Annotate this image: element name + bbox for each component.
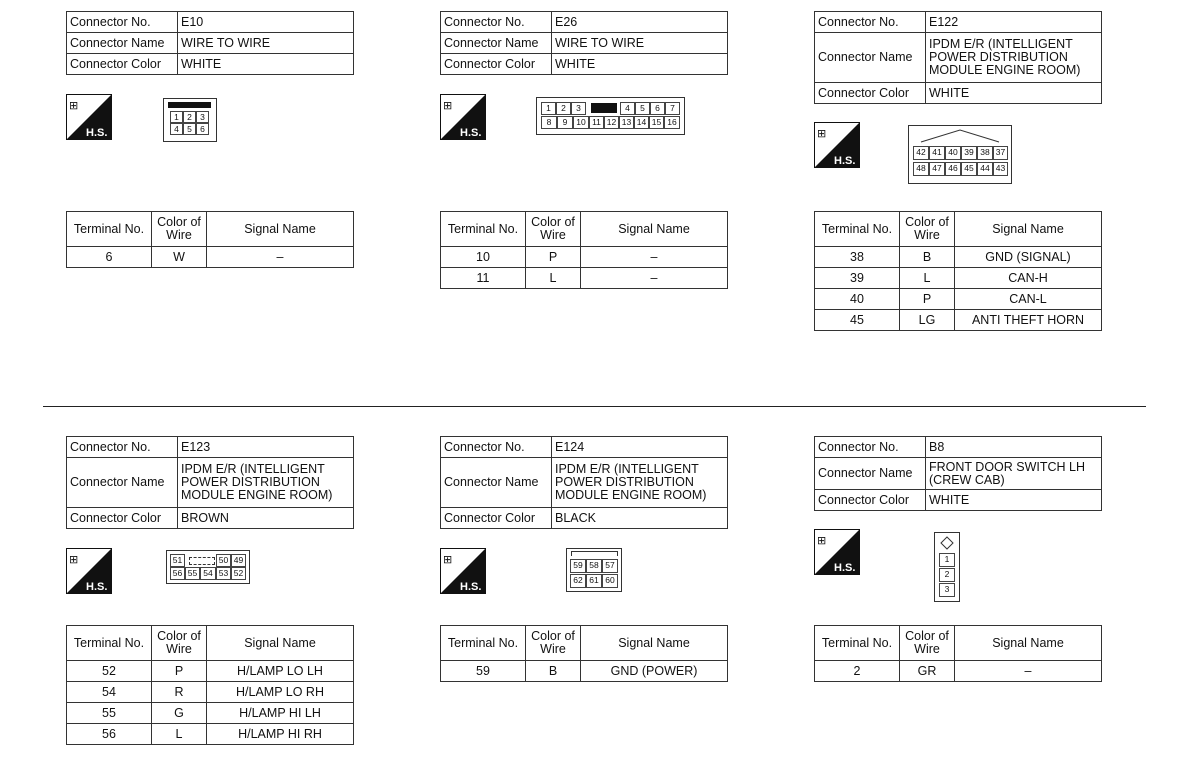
- signal-name: –: [955, 661, 1102, 682]
- pin-cell: 5: [183, 123, 196, 135]
- pin-cell: 7: [665, 102, 680, 115]
- connector-color-value: WHITE: [926, 490, 1102, 511]
- pin-cell: 40: [945, 146, 961, 160]
- signal-name: –: [581, 247, 728, 268]
- terminal-no: 59: [441, 661, 526, 682]
- pin-cell: 61: [586, 574, 602, 588]
- signal-name: –: [207, 247, 354, 268]
- terminal-no: 11: [441, 268, 526, 289]
- table-row: [815, 289, 1102, 310]
- connector-no-label: Connector No.: [67, 437, 178, 458]
- connector-name-label: Connector Name: [441, 33, 552, 54]
- connector-e123: [66, 436, 354, 529]
- signal-name: H/LAMP HI LH: [207, 703, 354, 724]
- terminal-no: 10: [441, 247, 526, 268]
- terminal-no: 55: [67, 703, 152, 724]
- signal-name: CAN-H: [955, 268, 1102, 289]
- connector-color-label: Connector Color: [67, 508, 178, 529]
- pin-cell: 48: [913, 162, 929, 176]
- connector-color-label: Connector Color: [441, 508, 552, 529]
- hs-icon: [440, 94, 486, 140]
- pin-cell: 10: [573, 116, 589, 129]
- svg-text:⊞: ⊞: [69, 99, 79, 112]
- diamond-key-icon: [940, 536, 954, 550]
- connector-info-table: [66, 11, 354, 75]
- wire-color: B: [900, 247, 955, 268]
- hs-icon: [66, 548, 112, 594]
- pin-cell: 4: [620, 102, 635, 115]
- connector-face-e122: [908, 125, 1012, 184]
- pin-cell: 3: [196, 111, 209, 123]
- pin-cell: 54: [200, 567, 216, 580]
- table-row: [67, 724, 354, 745]
- pin-cell: 53: [216, 567, 231, 580]
- terminal-table-e26: [440, 211, 728, 289]
- table-row: [67, 682, 354, 703]
- terminal-no-header: Terminal No.: [441, 212, 526, 247]
- connector-b8: [814, 436, 1102, 511]
- connector-info-table: [440, 11, 728, 75]
- signal-name: GND (SIGNAL): [955, 247, 1102, 268]
- wire-color: R: [152, 682, 207, 703]
- signal-name-header: Signal Name: [581, 212, 728, 247]
- connector-name-value: IPDM E/R (INTELLIGENT POWER DISTRIBUTION MODULE ENGINE ROOM): [178, 458, 354, 508]
- pin-cell: 47: [929, 162, 945, 176]
- connector-name-value: IPDM E/R (INTELLIGENT POWER DISTRIBUTION MODULE ENGINE ROOM): [552, 458, 728, 508]
- signal-name: H/LAMP LO LH: [207, 661, 354, 682]
- terminal-no: 39: [815, 268, 900, 289]
- table-row: [441, 661, 728, 682]
- pin-cell: 2: [556, 102, 571, 115]
- connector-no-label: Connector No.: [441, 437, 552, 458]
- pin-cell: 6: [196, 123, 209, 135]
- terminal-no-header: Terminal No.: [67, 626, 152, 661]
- wire-color: B: [526, 661, 581, 682]
- table-row: [67, 247, 354, 268]
- pin-cell: 49: [231, 554, 246, 567]
- pin-cell: 3: [939, 583, 955, 597]
- connector-no-label: Connector No.: [815, 12, 926, 33]
- connector-color-value: WHITE: [552, 54, 728, 75]
- pin-cell: 3: [571, 102, 586, 115]
- color-of-wire-header: Color of Wire: [900, 626, 955, 661]
- terminal-no-header: Terminal No.: [815, 212, 900, 247]
- pin-cell: 13: [619, 116, 634, 129]
- pin-cell: 51: [170, 554, 185, 567]
- connector-color-value: WHITE: [926, 83, 1102, 104]
- connector-e10: [66, 11, 354, 75]
- connector-no-value: B8: [926, 437, 1102, 458]
- connector-no-label: Connector No.: [441, 12, 552, 33]
- pin-cell: 45: [961, 162, 977, 176]
- connector-name-value: FRONT DOOR SWITCH LH (CREW CAB): [926, 458, 1102, 490]
- terminal-no: 54: [67, 682, 152, 703]
- hs-icon: [814, 529, 860, 575]
- connector-name-value: WIRE TO WIRE: [178, 33, 354, 54]
- pin-cell: 1: [170, 111, 183, 123]
- svg-text:H.S.: H.S.: [86, 127, 108, 139]
- pin-cell: 5: [635, 102, 650, 115]
- wire-color: L: [526, 268, 581, 289]
- connector-e124: [440, 436, 728, 529]
- signal-name-header: Signal Name: [207, 212, 354, 247]
- connector-face-e26: [536, 97, 685, 135]
- svg-text:H.S.: H.S.: [460, 581, 482, 593]
- pin-cell: 44: [977, 162, 993, 176]
- connector-face-b8: [934, 532, 960, 602]
- wire-color: L: [152, 724, 207, 745]
- signal-name: CAN-L: [955, 289, 1102, 310]
- terminal-no: 6: [67, 247, 152, 268]
- pin-cell: 60: [602, 574, 618, 588]
- signal-name: GND (POWER): [581, 661, 728, 682]
- connector-face-e123: [166, 550, 250, 584]
- pin-cell: 2: [183, 111, 196, 123]
- terminal-no-header: Terminal No.: [67, 212, 152, 247]
- connector-no-value: E10: [178, 12, 354, 33]
- connector-no-value: E123: [178, 437, 354, 458]
- pin-cell: 46: [945, 162, 961, 176]
- svg-text:⊞: ⊞: [817, 127, 827, 140]
- svg-text:H.S.: H.S.: [460, 127, 482, 139]
- signal-name: ANTI THEFT HORN: [955, 310, 1102, 331]
- terminal-no: 38: [815, 247, 900, 268]
- terminal-no: 52: [67, 661, 152, 682]
- pin-cell: 38: [977, 146, 993, 160]
- pin-cell: 55: [185, 567, 200, 580]
- wire-color: G: [152, 703, 207, 724]
- hs-icon: [440, 548, 486, 594]
- connector-name-value: IPDM E/R (INTELLIGENT POWER DISTRIBUTION MODULE ENGINE ROOM): [926, 33, 1102, 83]
- table-row: [441, 247, 728, 268]
- wire-color: LG: [900, 310, 955, 331]
- connector-no-value: E26: [552, 12, 728, 33]
- pin-cell: 62: [570, 574, 586, 588]
- terminal-table-b8: [814, 625, 1102, 682]
- section-divider: [43, 406, 1146, 407]
- pin-cell: 16: [664, 116, 680, 129]
- connector-info-table: [440, 436, 728, 529]
- wire-color: P: [526, 247, 581, 268]
- svg-text:⊞: ⊞: [69, 553, 79, 566]
- svg-text:H.S.: H.S.: [86, 581, 108, 593]
- pin-cell: 43: [993, 162, 1008, 176]
- pin-cell: 37: [993, 146, 1008, 160]
- terminal-no-header: Terminal No.: [815, 626, 900, 661]
- pin-cell: 56: [170, 567, 185, 580]
- pin-cell: 14: [634, 116, 649, 129]
- color-of-wire-header: Color of Wire: [900, 212, 955, 247]
- wire-color: P: [152, 661, 207, 682]
- signal-name-header: Signal Name: [581, 626, 728, 661]
- connector-no-value: E122: [926, 12, 1102, 33]
- connector-info-table: [66, 436, 354, 529]
- signal-name-header: Signal Name: [955, 626, 1102, 661]
- pin-cell: 12: [604, 116, 619, 129]
- terminal-no: 2: [815, 661, 900, 682]
- signal-name: H/LAMP HI RH: [207, 724, 354, 745]
- terminal-no: 45: [815, 310, 900, 331]
- pin-cell: 58: [586, 559, 602, 573]
- svg-text:⊞: ⊞: [443, 99, 453, 112]
- connector-name-label: Connector Name: [815, 33, 926, 83]
- connector-color-label: Connector Color: [815, 83, 926, 104]
- connector-name-label: Connector Name: [67, 33, 178, 54]
- svg-text:H.S.: H.S.: [834, 155, 856, 167]
- pin-cell: 15: [649, 116, 664, 129]
- hs-icon: [814, 122, 860, 168]
- connector-color-label: Connector Color: [815, 490, 926, 511]
- pin-cell: 52: [231, 567, 246, 580]
- wire-color: GR: [900, 661, 955, 682]
- pin-cell: 59: [570, 559, 586, 573]
- terminal-table-e124: [440, 625, 728, 682]
- wire-color: P: [900, 289, 955, 310]
- pin-cell: 11: [589, 116, 604, 129]
- terminal-no: 40: [815, 289, 900, 310]
- connector-name-label: Connector Name: [815, 458, 926, 490]
- signal-name-header: Signal Name: [207, 626, 354, 661]
- pin-cell: 41: [929, 146, 945, 160]
- pin-cell: 2: [939, 568, 955, 582]
- pin-cell: 42: [913, 146, 929, 160]
- connector-name-value: WIRE TO WIRE: [552, 33, 728, 54]
- color-of-wire-header: Color of Wire: [526, 626, 581, 661]
- pin-cell: 1: [939, 553, 955, 567]
- table-row: [67, 661, 354, 682]
- connector-color-value: BROWN: [178, 508, 354, 529]
- terminal-no: 56: [67, 724, 152, 745]
- connector-face-e10: [163, 98, 217, 142]
- signal-name: –: [581, 268, 728, 289]
- table-row: [815, 247, 1102, 268]
- table-row: [441, 268, 728, 289]
- signal-name-header: Signal Name: [955, 212, 1102, 247]
- pin-cell: 57: [602, 559, 618, 573]
- pin-cell: 50: [216, 554, 231, 567]
- table-row: [815, 268, 1102, 289]
- svg-text:⊞: ⊞: [817, 534, 827, 547]
- connector-color-value: BLACK: [552, 508, 728, 529]
- table-row: [67, 703, 354, 724]
- pin-cell: 6: [650, 102, 665, 115]
- pin-cell: 9: [557, 116, 573, 129]
- connector-no-label: Connector No.: [815, 437, 926, 458]
- pin-cell: 1: [541, 102, 556, 115]
- connector-name-label: Connector Name: [67, 458, 178, 508]
- terminal-table-e10: [66, 211, 354, 268]
- hs-icon: [66, 94, 112, 140]
- color-of-wire-header: Color of Wire: [152, 626, 207, 661]
- terminal-table-e123: [66, 625, 354, 745]
- pin-cell: 39: [961, 146, 977, 160]
- svg-text:⊞: ⊞: [443, 553, 453, 566]
- table-row: [815, 661, 1102, 682]
- connector-face-e124: [566, 548, 622, 592]
- connector-no-value: E124: [552, 437, 728, 458]
- terminal-no-header: Terminal No.: [441, 626, 526, 661]
- terminal-table-e122: [814, 211, 1102, 331]
- wire-color: L: [900, 268, 955, 289]
- connector-color-label: Connector Color: [441, 54, 552, 75]
- connector-name-label: Connector Name: [441, 458, 552, 508]
- connector-color-value: WHITE: [178, 54, 354, 75]
- connector-no-label: Connector No.: [67, 12, 178, 33]
- connector-color-label: Connector Color: [67, 54, 178, 75]
- color-of-wire-header: Color of Wire: [526, 212, 581, 247]
- table-row: [815, 310, 1102, 331]
- color-of-wire-header: Color of Wire: [152, 212, 207, 247]
- pin-cell: 4: [170, 123, 183, 135]
- connector-info-table: [814, 11, 1102, 104]
- pin-cell: 8: [541, 116, 557, 129]
- connector-info-table: [814, 436, 1102, 511]
- signal-name: H/LAMP LO RH: [207, 682, 354, 703]
- connector-e26: [440, 11, 728, 75]
- wire-color: W: [152, 247, 207, 268]
- connector-e122: [814, 11, 1102, 104]
- svg-text:H.S.: H.S.: [834, 562, 856, 574]
